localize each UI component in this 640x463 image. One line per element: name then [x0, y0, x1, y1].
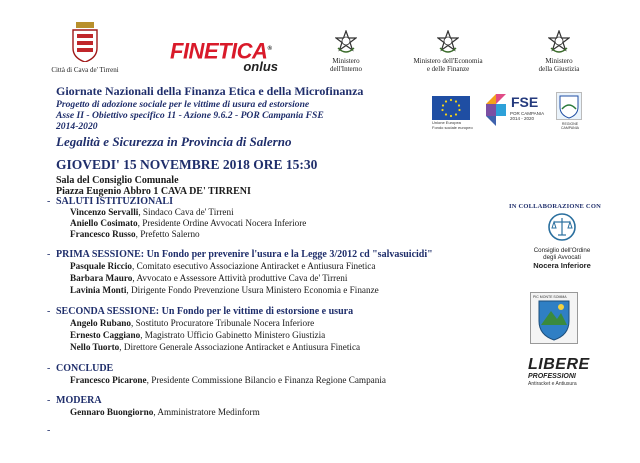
funding-line: Asse II - Obiettivo specifico 11 - Azione 9.6.2 - POR Campania FSE: [56, 110, 324, 121]
libere-subtitle: PROFESSIONI: [528, 373, 576, 380]
eu-flag-icon: [432, 96, 470, 120]
speaker-name: Ernesto Caggiano: [70, 330, 141, 340]
bullet-dash: -: [47, 395, 51, 406]
monte-somma-logo: [530, 292, 578, 344]
ordine-line1: Consiglio dell'Ordine: [533, 247, 591, 254]
speaker-role: , Presidente Ordine Avvocati Nocera Inferiore: [137, 218, 307, 228]
italian-emblem-icon: [335, 30, 357, 54]
ordine-line2: degli Avvocati: [543, 254, 581, 261]
speaker-row: [70, 229, 200, 239]
eu-caption-line1: Unione Europea: [432, 120, 461, 125]
trailing-dash: -: [47, 425, 51, 436]
campania-shield-icon: [557, 93, 581, 119]
speaker-role: , Direttore Generale Associazione Antiracket e Antiusura Finetica: [119, 342, 361, 352]
bullet-dash: -: [47, 249, 51, 260]
speaker-name: Lavinia Monti: [70, 285, 127, 295]
speaker-name: Barbara Mauro: [70, 273, 133, 283]
giustizia-caption-line1: Ministero: [545, 57, 573, 65]
funding-years: 2014-2020: [56, 121, 98, 132]
fse-sub-line1: POR CAMPANIA: [510, 111, 545, 116]
speaker-name: Gennaro Buongiorno: [70, 407, 154, 417]
fse-sub-line2: 2014 - 2020: [510, 116, 535, 121]
interno-caption-line2: dell'Interno: [330, 65, 362, 73]
ministero-economia-logo: [400, 30, 496, 73]
fse-banner: [432, 90, 582, 132]
speaker-name: Vincenzo Servalli: [70, 207, 139, 217]
speaker-role: , Magistrato Ufficio Gabinetto Ministero Giustizia: [140, 330, 326, 340]
interno-caption-line1: Ministero: [332, 57, 360, 65]
speaker-name: Francesco Picarone: [70, 375, 147, 385]
bullet-dash: -: [47, 196, 51, 207]
mountain-shield-icon: [531, 293, 577, 343]
italian-emblem-icon: [548, 30, 570, 54]
event-dateline: GIOVEDI' 15 NOVEMBRE 2018 ORE 15:30: [56, 157, 318, 172]
speaker-row: [70, 218, 306, 228]
bullet-dash: -: [47, 363, 51, 374]
session-saluti: SALUTI ISTITUZIONALI: [56, 196, 173, 207]
eu-caption: [432, 121, 474, 130]
venue-address: Piazza Eugenio Abbro 1 CAVA DE' TIRRENI: [56, 186, 251, 197]
speaker-row: [70, 330, 325, 340]
speaker-role: , Presidente Commissione Bilancio e Finanza Regione Campania: [146, 375, 386, 385]
economia-caption-line1: Ministero dell'Economia: [413, 57, 483, 65]
italian-emblem-icon: [437, 30, 459, 54]
campania-caption: REGIONE CAMPANIA: [560, 122, 580, 130]
speaker-row: [70, 261, 375, 271]
giustizia-caption-line2: della Giustizia: [538, 65, 580, 73]
event-title: Giornate Nazionali della Finanza Etica e della Microfinanza: [56, 84, 364, 98]
collaboration-heading: IN COLLABORAZIONE CON: [509, 203, 601, 210]
speaker-role: , Comitato esecutivo Associazione Antiracket e Antiusura Finetica: [132, 261, 376, 271]
eu-caption-line2: Fondo sociale europeo: [432, 124, 473, 130]
fse-sub: [510, 111, 550, 121]
regione-campania-logo: [556, 92, 582, 120]
session-conclude: CONCLUDE: [56, 363, 114, 374]
speaker-name: Aniello Cosimato: [70, 218, 138, 228]
speaker-row: [70, 273, 347, 283]
cava-caption: Città di Cava de' Tirreni: [51, 66, 119, 74]
fse-mark-icon: [482, 90, 510, 130]
city-crest-icon: [69, 22, 101, 62]
finetica-onlus: onlus: [243, 59, 278, 75]
speaker-role: , Sindaco Cava de' Tirreni: [138, 207, 234, 217]
project-subtitle: Progetto di adozione sociale per le vittime di usura ed estorsione: [56, 99, 310, 110]
speaker-row: [70, 342, 360, 352]
economia-caption-line2: e delle Finanze: [426, 65, 470, 73]
finetica-name: FINETICA: [170, 38, 268, 64]
finetica-registered-mark: ®: [267, 46, 272, 52]
bullet-dash: -: [47, 306, 51, 317]
session-modera: MODERA: [56, 395, 102, 406]
speaker-role: , Dirigente Fondo Prevenzione Usura Ministero Economia e Finanze: [126, 285, 379, 295]
libere-professioni-logo: [528, 356, 590, 402]
speaker-name: Angelo Rubano: [70, 318, 132, 328]
speaker-role: , Sostituto Procuratore Tribunale Nocera Inferiore: [131, 318, 315, 328]
scales-of-justice-icon: [546, 212, 578, 242]
venue-hall: Sala del Consiglio Comunale: [56, 175, 179, 186]
speaker-row: [70, 207, 234, 217]
speaker-name: Francesco Russo: [70, 229, 136, 239]
libere-caption: Antiracket e Antiusura: [528, 381, 577, 387]
speaker-role: , Amministratore Medinform: [153, 407, 260, 417]
cava-de-tirreni-logo: [40, 22, 130, 74]
ordine-line3: Nocera Inferiore: [533, 261, 591, 270]
ministero-interno-logo: [318, 30, 374, 73]
finetica-logo: [170, 38, 282, 78]
mte-caption: PIC MONTE SOMMA: [533, 295, 567, 299]
speaker-name: Pasquale Riccio: [70, 261, 133, 271]
session-seconda: SECONDA SESSIONE: Un Fondo per le vittime di estorsione e usura: [56, 306, 354, 317]
ordine-avvocati-logo: [520, 212, 604, 270]
event-slogan: Legalità e Sicurezza in Provincia di Salerno: [56, 134, 292, 149]
session-prima: PRIMA SESSIONE: Un Fondo per prevenire l'usura e la Legge 3/2012 cd "salvasuicidi": [56, 249, 433, 260]
speaker-role: , Prefetto Salerno: [135, 229, 200, 239]
speaker-row: [70, 375, 386, 385]
speaker-row: [70, 407, 260, 417]
ministero-giustizia-logo: [522, 30, 596, 73]
fse-name: FSE: [511, 94, 539, 110]
speaker-row: [70, 318, 314, 328]
libere-title: LIBERE: [528, 356, 590, 373]
speaker-row: [70, 285, 379, 295]
speaker-name: Nello Tuorto: [70, 342, 120, 352]
speaker-role: , Avvocato e Assessore Attività produttive Cava de' Tirreni: [132, 273, 348, 283]
